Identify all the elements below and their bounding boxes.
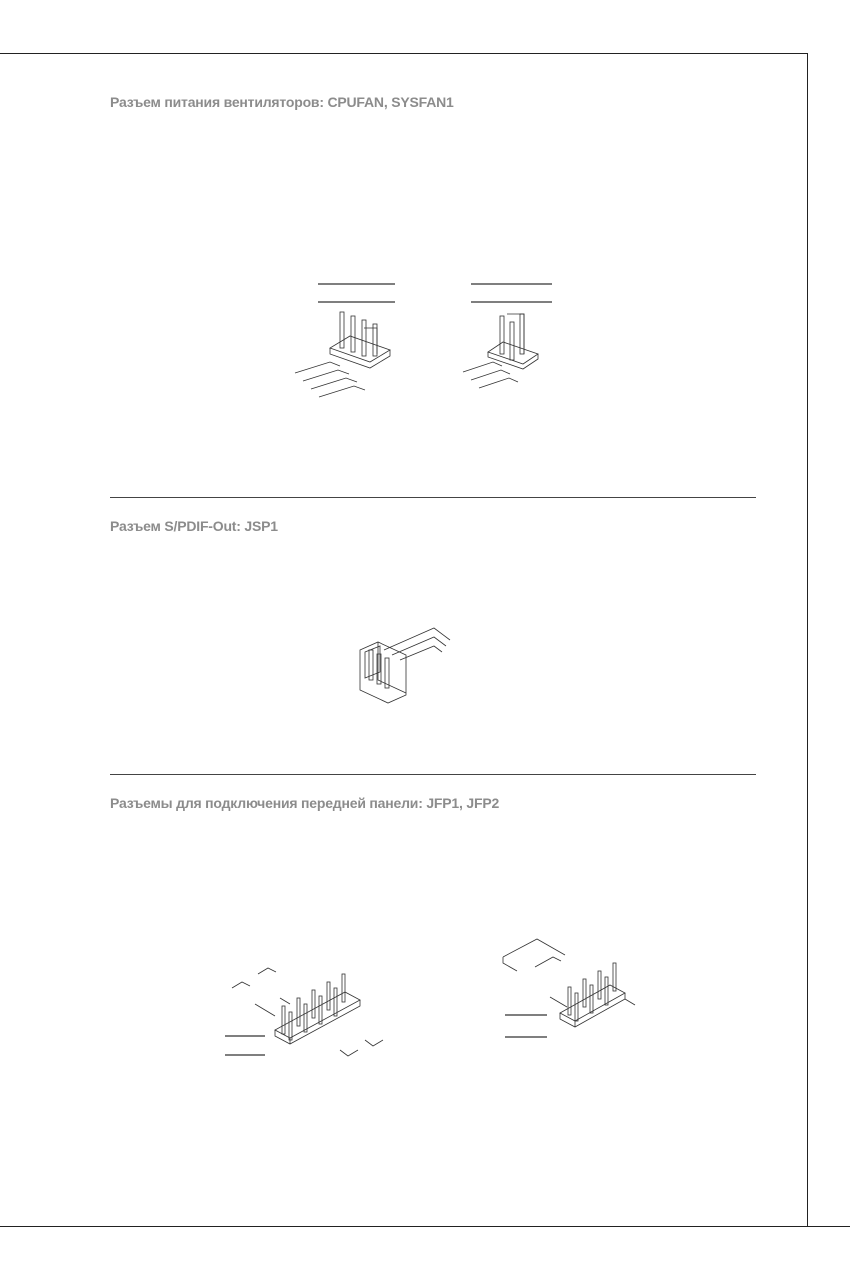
jfp2-leader-4 [550,997,567,1007]
sysfan-leader-2 [471,370,510,380]
spdif-leader-1 [384,628,450,650]
jfp1-connector-diagram [220,960,390,1070]
jfp2-leader-1 [503,939,565,957]
fan-connectors-heading: Разъем питания вентиляторов: CPUFAN, SYSFAN1 [110,94,454,110]
jfp1-header-body [275,992,360,1038]
front-panel-heading: Разъемы для подключения передней панели: JFP1, JFP2 [110,795,500,811]
jfp1-leader-5 [340,1050,358,1056]
sysfan-leader-1 [463,362,502,372]
page-frame-top [0,53,808,54]
jfp2-leader-2 [535,957,561,967]
sysfan-connector-diagram [455,280,565,395]
jfp2-header-body [560,985,625,1021]
section-divider-1 [110,497,756,498]
spdif-connector-diagram [350,620,460,700]
page-frame-right [807,53,808,1226]
jfp1-leader-1 [232,982,250,988]
jfp1-leader-3 [255,1004,275,1016]
section-divider-2 [110,774,756,775]
jfp2-leader-3 [503,957,517,971]
jfp1-leader-6 [365,1040,383,1046]
cpufan-leader-4 [319,386,365,397]
jfp1-leader-2 [258,968,276,974]
page-frame-bottom [0,1226,850,1227]
sysfan-leader-3 [479,378,518,388]
spdif-out-heading: Разъем S/PDIF-Out: JSP1 [110,518,278,534]
jfp2-connector-diagram [495,935,645,1050]
cpufan-header-body [330,336,390,362]
jfp2-leader-5 [625,999,635,1005]
jfp1-leader-4 [280,998,290,1004]
sysfan-header-body [488,342,538,364]
cpufan-connector-diagram [285,280,395,400]
